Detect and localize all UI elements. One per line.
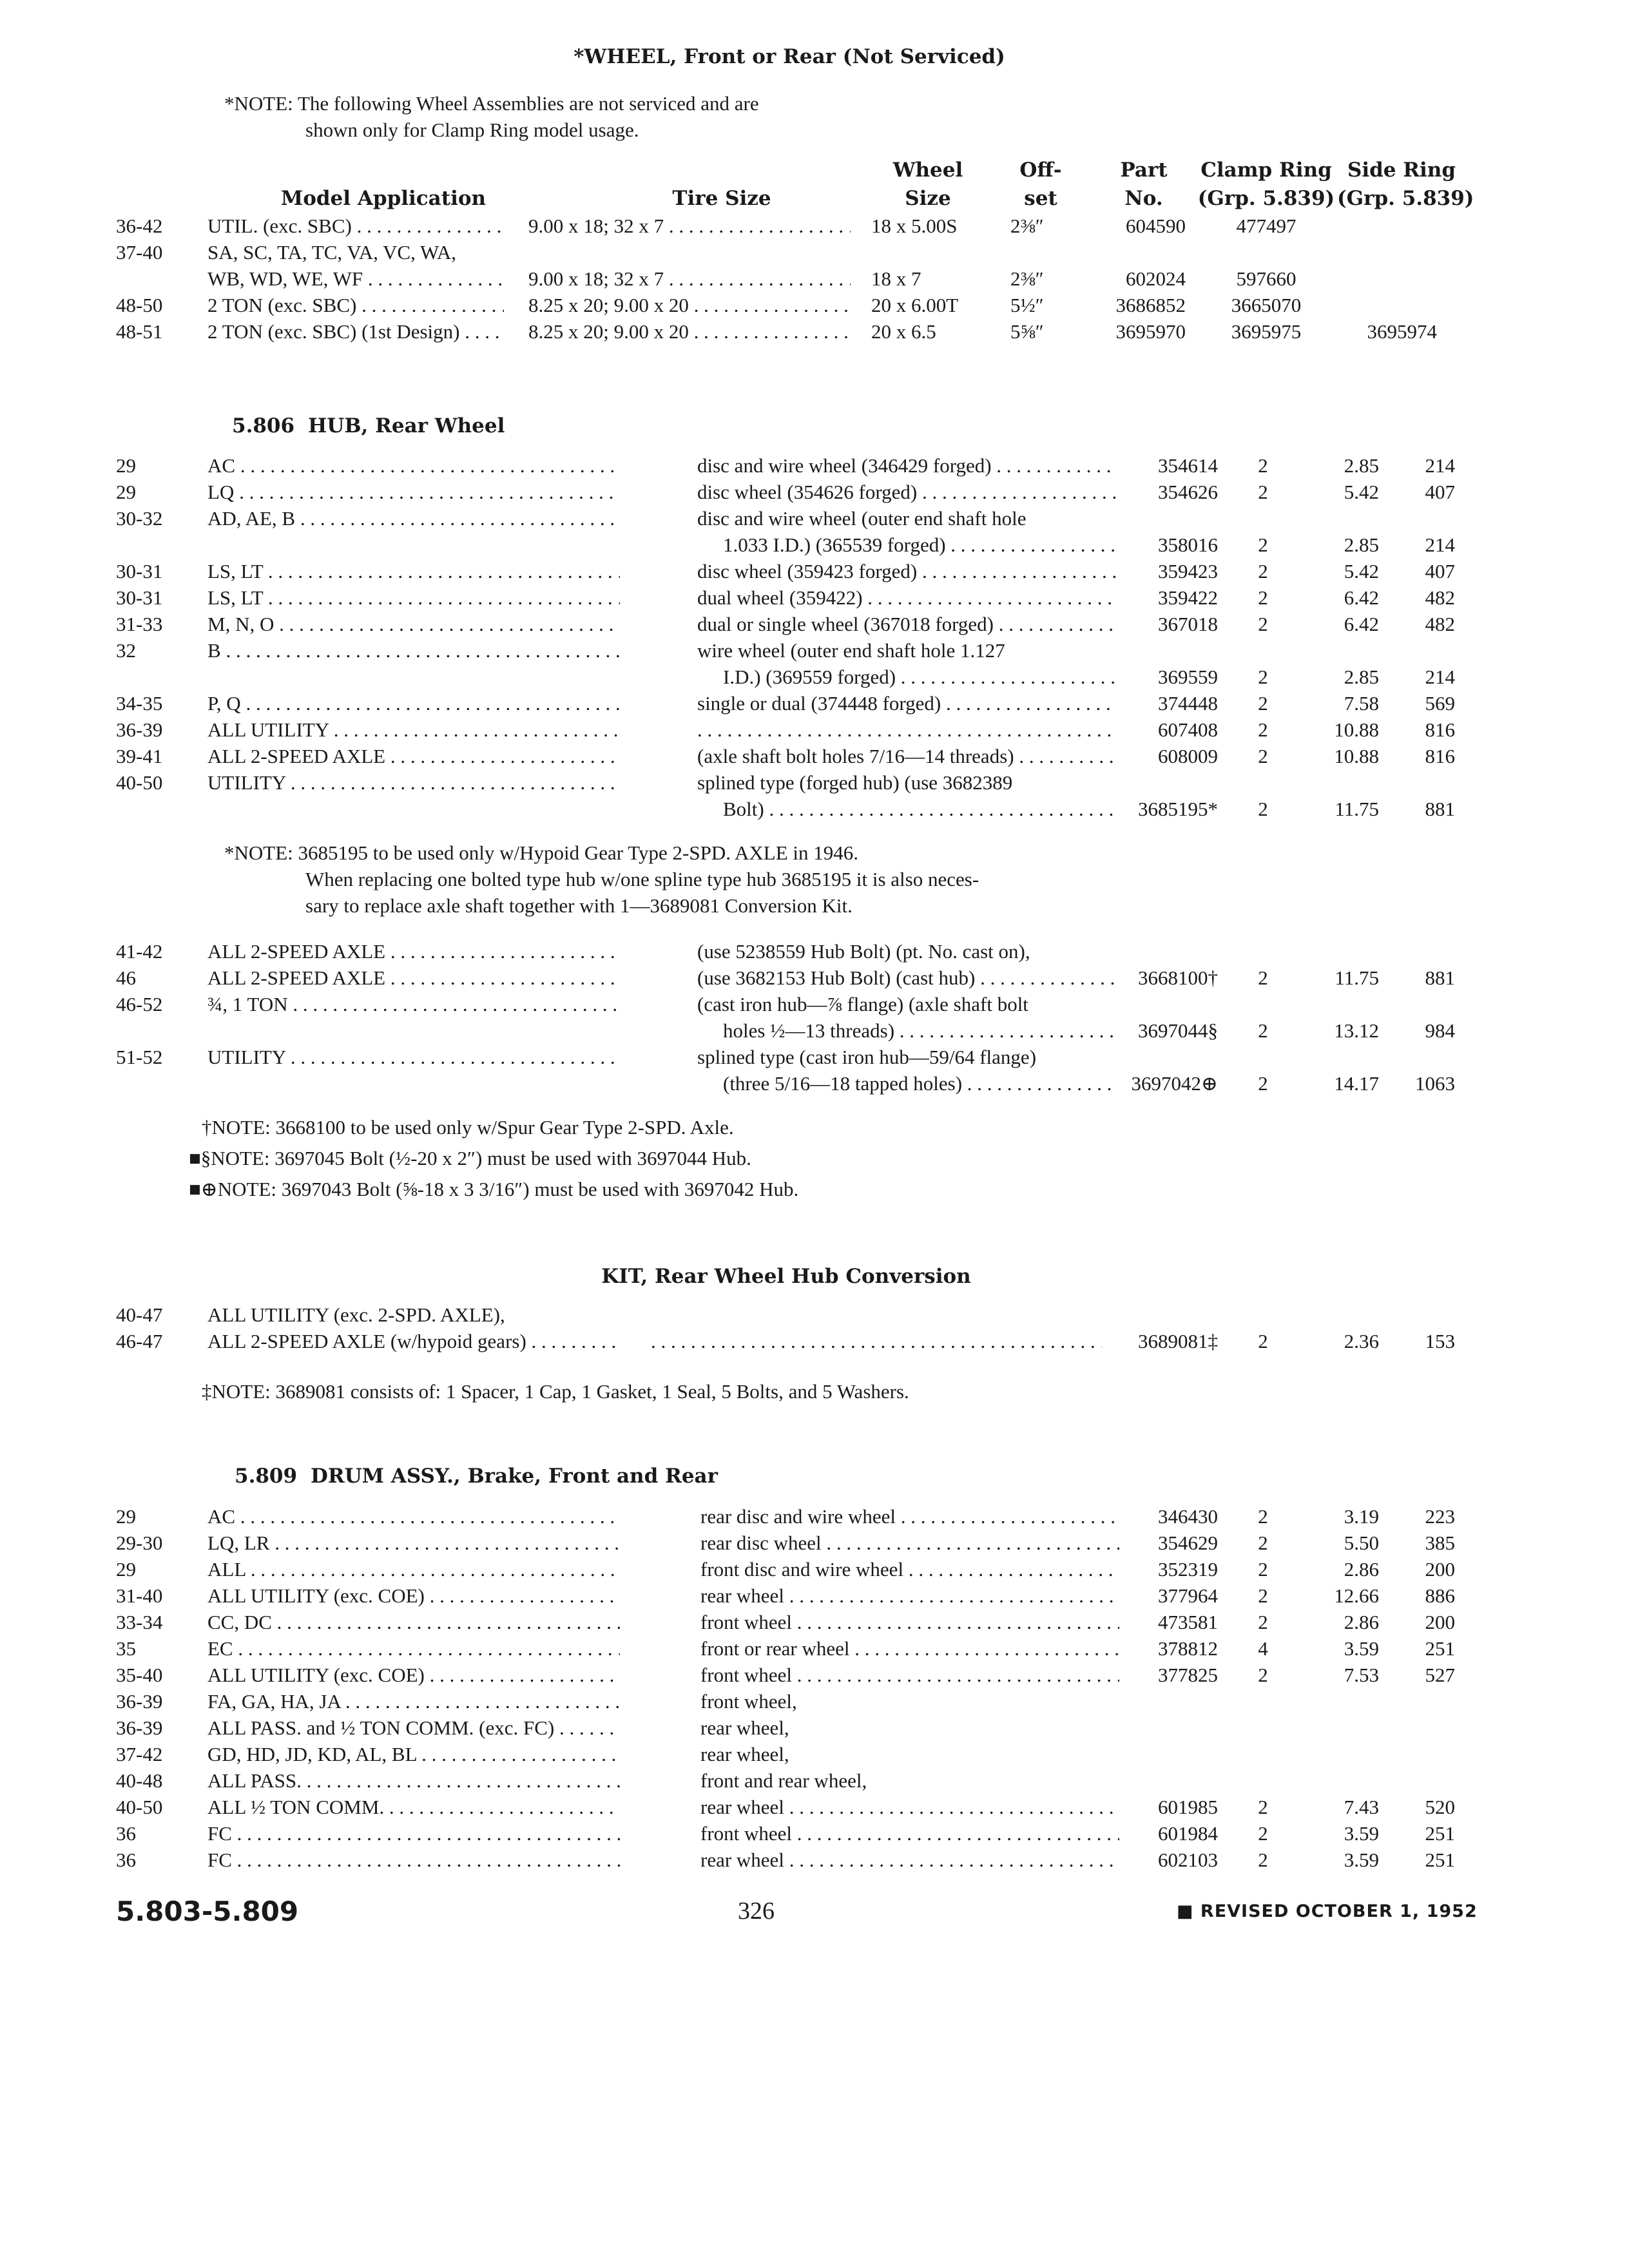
row-part-number: 602024 bbox=[1126, 267, 1186, 290]
row-description: rear wheel . . . bbox=[700, 1582, 1119, 1609]
row-description: front or rear wheel . . . bbox=[700, 1635, 1119, 1662]
row-quantity: 2 bbox=[1258, 692, 1268, 715]
row-description: rear wheel, bbox=[700, 1716, 789, 1739]
footer-page-number: 326 bbox=[738, 1898, 775, 1925]
row-model: FC . . . bbox=[207, 1847, 620, 1873]
row-quantity: 2 bbox=[1258, 1796, 1268, 1818]
row-reference: 407 bbox=[1425, 481, 1455, 503]
row-years: 36-42 bbox=[116, 215, 163, 237]
part-row bbox=[0, 1688, 1629, 1715]
part-row bbox=[0, 1820, 1629, 1847]
part-row bbox=[0, 991, 1629, 1017]
part-row bbox=[0, 1556, 1629, 1582]
row-description: front wheel, bbox=[700, 1690, 797, 1713]
row-reference: 816 bbox=[1425, 718, 1455, 741]
part-row bbox=[0, 584, 1629, 611]
row-reference: 407 bbox=[1425, 560, 1455, 582]
row-model: SA, SC, TA, TC, VA, VC, WA, bbox=[207, 241, 457, 264]
row-reference: 251 bbox=[1425, 1822, 1455, 1845]
row-description bbox=[651, 1328, 1102, 1354]
row-model: UTIL. (exc. SBC) . . . bbox=[207, 213, 504, 239]
row-quantity: 2 bbox=[1258, 533, 1268, 556]
row-weight: 11.75 bbox=[1335, 798, 1379, 820]
wheel-note-line2: shown only for Clamp Ring model usage. bbox=[305, 119, 639, 141]
part-row bbox=[0, 796, 1629, 822]
row-description: disc wheel (359423 forged) . . . bbox=[697, 558, 1116, 584]
row-description: (axle shaft bolt holes 7/16—14 threads) . . . bbox=[697, 743, 1116, 769]
hub-section-code: 5.806 bbox=[232, 414, 295, 437]
row-years: 39-41 bbox=[116, 745, 163, 767]
row-part-number: 377825 bbox=[1158, 1664, 1218, 1686]
part-row bbox=[0, 452, 1629, 479]
row-weight: 3.59 bbox=[1344, 1849, 1379, 1871]
part-row bbox=[0, 1582, 1629, 1609]
part-row bbox=[0, 1741, 1629, 1767]
row-reference: 200 bbox=[1425, 1611, 1455, 1633]
row-years: 35 bbox=[116, 1637, 136, 1660]
row-years: 30-31 bbox=[116, 586, 163, 609]
row-description: rear wheel . . . bbox=[700, 1847, 1119, 1873]
row-quantity: 2 bbox=[1258, 745, 1268, 767]
wheel-row bbox=[0, 239, 1629, 265]
row-offset: 2⅜″ bbox=[1010, 215, 1044, 237]
row-weight: 3.59 bbox=[1344, 1637, 1379, 1660]
header-part: Part bbox=[1120, 159, 1168, 182]
row-description: front wheel . . . bbox=[700, 1820, 1119, 1847]
wheel-section-title: *WHEEL, Front or Rear (Not Serviced) bbox=[574, 45, 1005, 68]
row-reference: 527 bbox=[1425, 1664, 1455, 1686]
row-part-number: 607408 bbox=[1158, 718, 1218, 741]
row-clamp-ring: 3695975 bbox=[1231, 320, 1302, 343]
row-years: 36 bbox=[116, 1822, 136, 1845]
row-reference: 153 bbox=[1425, 1330, 1455, 1352]
kit-note: ‡NOTE: 3689081 consists of: 1 Spacer, 1 Cap, 1 Gasket, 1 Seal, 5 Bolts, and 5 Washers. bbox=[202, 1380, 909, 1403]
part-row bbox=[0, 1328, 1629, 1354]
row-model: P, Q . . . bbox=[207, 690, 620, 716]
row-quantity: 4 bbox=[1258, 1637, 1268, 1660]
row-part-number: 374448 bbox=[1158, 692, 1218, 715]
row-weight: 2.85 bbox=[1344, 533, 1379, 556]
row-description: dual wheel (359422) . . . bbox=[697, 584, 1116, 611]
row-reference: 482 bbox=[1425, 613, 1455, 635]
wheel-row bbox=[0, 318, 1629, 345]
row-tire-size: 8.25 x 20; 9.00 x 20 . . . bbox=[528, 292, 851, 318]
row-quantity: 2 bbox=[1258, 1072, 1268, 1095]
row-side-ring: 3695974 bbox=[1367, 320, 1437, 343]
row-model: AC . . . bbox=[207, 452, 620, 479]
row-model: ALL UTILITY (exc. COE) . . . bbox=[207, 1662, 620, 1688]
row-quantity: 2 bbox=[1258, 1019, 1268, 1042]
row-years: 46-47 bbox=[116, 1330, 163, 1352]
row-weight: 11.75 bbox=[1335, 966, 1379, 989]
row-years: 48-50 bbox=[116, 294, 163, 316]
part-row bbox=[0, 1794, 1629, 1820]
part-row bbox=[0, 690, 1629, 716]
part-row bbox=[0, 558, 1629, 584]
row-years: 33-34 bbox=[116, 1611, 163, 1633]
row-part-number: 3668100† bbox=[1138, 966, 1218, 989]
row-description: disc and wire wheel (outer end shaft hole bbox=[697, 507, 1027, 530]
row-years: 29-30 bbox=[116, 1532, 163, 1554]
row-weight: 5.42 bbox=[1344, 560, 1379, 582]
hub-section-title: HUB, Rear Wheel bbox=[308, 414, 505, 437]
row-part-number: 3686852 bbox=[1115, 294, 1186, 316]
row-part-number: 3697042⊕ bbox=[1131, 1072, 1218, 1095]
row-description: dual or single wheel (367018 forged) . . . bbox=[697, 611, 1116, 637]
row-years: 36-39 bbox=[116, 1716, 163, 1739]
part-row bbox=[0, 743, 1629, 769]
row-part-number: 346430 bbox=[1158, 1505, 1218, 1528]
row-years: 35-40 bbox=[116, 1664, 163, 1686]
row-years: 46 bbox=[116, 966, 136, 989]
row-model: M, N, O . . . bbox=[207, 611, 620, 637]
kit-section-title: KIT, Rear Wheel Hub Conversion bbox=[601, 1265, 971, 1288]
hub-note-line2: When replacing one bolted type hub w/one spline type hub 3685195 it is also neces- bbox=[305, 868, 979, 890]
row-years: 36-39 bbox=[116, 1690, 163, 1713]
row-part-number: 369559 bbox=[1158, 666, 1218, 688]
row-reference: 520 bbox=[1425, 1796, 1455, 1818]
row-model: ALL 2-SPEED AXLE (w/hypoid gears) . . . bbox=[207, 1328, 620, 1354]
row-model: LS, LT . . . bbox=[207, 558, 620, 584]
row-quantity: 2 bbox=[1258, 613, 1268, 635]
row-description: splined type (cast iron hub—59/64 flange) bbox=[697, 1046, 1037, 1068]
row-quantity: 2 bbox=[1258, 666, 1268, 688]
row-model: FC . . . bbox=[207, 1820, 620, 1847]
header-side-group: (Grp. 5.839) bbox=[1337, 187, 1474, 210]
part-row bbox=[0, 1302, 1629, 1328]
row-model: ALL 2-SPEED AXLE . . . bbox=[207, 743, 620, 769]
wheel-row bbox=[0, 213, 1629, 239]
row-model: ALL ½ TON COMM. . . . bbox=[207, 1794, 620, 1820]
hub-note-line1: *NOTE: 3685195 to be used only w/Hypoid Gear Type 2-SPD. AXLE in 1946. bbox=[224, 841, 859, 864]
header-tire-size: Tire Size bbox=[672, 187, 771, 210]
row-weight: 7.58 bbox=[1344, 692, 1379, 715]
row-part-number: 3697044§ bbox=[1138, 1019, 1218, 1042]
part-row bbox=[0, 505, 1629, 532]
row-model: ALL PASS. . . . bbox=[207, 1767, 620, 1794]
row-description: (use 3682153 Hub Bolt) (cast hub) . . . bbox=[697, 965, 1116, 991]
part-row bbox=[0, 716, 1629, 743]
row-description: Bolt) . . . bbox=[723, 796, 1116, 822]
wheel-row bbox=[0, 265, 1629, 292]
row-weight: 10.88 bbox=[1334, 718, 1379, 741]
row-quantity: 2 bbox=[1258, 1584, 1268, 1607]
row-model: CC, DC . . . bbox=[207, 1609, 620, 1635]
row-weight: 10.88 bbox=[1334, 745, 1379, 767]
row-description: front wheel . . . bbox=[700, 1662, 1119, 1688]
row-description: (three 5/16—18 tapped holes) . . . bbox=[723, 1070, 1116, 1097]
row-reference: 816 bbox=[1425, 745, 1455, 767]
part-row bbox=[0, 532, 1629, 558]
part-row bbox=[0, 1044, 1629, 1070]
row-years: 40-47 bbox=[116, 1303, 163, 1326]
row-years: 30-32 bbox=[116, 507, 163, 530]
row-wheel-size: 20 x 6.5 bbox=[871, 320, 936, 343]
row-weight: 2.85 bbox=[1344, 666, 1379, 688]
row-quantity: 2 bbox=[1258, 481, 1268, 503]
row-wheel-size: 18 x 5.00S bbox=[871, 215, 958, 237]
row-weight: 13.12 bbox=[1334, 1019, 1379, 1042]
row-wheel-size: 20 x 6.00T bbox=[871, 294, 959, 316]
row-part-number: 3689081‡ bbox=[1138, 1330, 1218, 1352]
row-years: 40-48 bbox=[116, 1769, 163, 1792]
row-description: rear disc and wire wheel . . . bbox=[700, 1503, 1119, 1530]
row-reference: 214 bbox=[1425, 454, 1455, 477]
footer-section-range: 5.803-5.809 bbox=[116, 1896, 299, 1927]
header-clamp-group: (Grp. 5.839) bbox=[1197, 187, 1335, 210]
row-description: holes ½—13 threads) . . . bbox=[723, 1017, 1116, 1044]
row-quantity: 2 bbox=[1258, 1505, 1268, 1528]
row-reference: 200 bbox=[1425, 1558, 1455, 1581]
row-part-number: 354626 bbox=[1158, 481, 1218, 503]
row-part-number: 377964 bbox=[1158, 1584, 1218, 1607]
row-model: AD, AE, B . . . bbox=[207, 505, 620, 532]
row-part-number: 473581 bbox=[1158, 1611, 1218, 1633]
row-part-number: 354629 bbox=[1158, 1532, 1218, 1554]
row-description: disc and wire wheel (346429 forged) . . . bbox=[697, 452, 1116, 479]
row-weight: 5.50 bbox=[1344, 1532, 1379, 1554]
row-model: 2 TON (exc. SBC) . . . bbox=[207, 292, 504, 318]
row-description: rear wheel, bbox=[700, 1743, 789, 1765]
row-model: B . . . bbox=[207, 637, 620, 664]
part-row bbox=[0, 664, 1629, 690]
part-row bbox=[0, 1070, 1629, 1097]
part-row bbox=[0, 479, 1629, 505]
row-description: front wheel . . . bbox=[700, 1609, 1119, 1635]
hub-note-circleplus: ■⊕NOTE: 3697043 Bolt (⅝-18 x 3 3/16″) must be used with 3697042 Hub. bbox=[189, 1178, 799, 1200]
row-weight: 7.53 bbox=[1344, 1664, 1379, 1686]
header-offset-1: Off- bbox=[1019, 159, 1062, 182]
row-quantity: 2 bbox=[1258, 1849, 1268, 1871]
part-row bbox=[0, 1635, 1629, 1662]
row-part-number: 358016 bbox=[1158, 533, 1218, 556]
row-model: UTILITY . . . bbox=[207, 1044, 620, 1070]
row-weight: 7.43 bbox=[1344, 1796, 1379, 1818]
part-row bbox=[0, 1847, 1629, 1873]
row-weight: 14.17 bbox=[1334, 1072, 1379, 1095]
part-row bbox=[0, 1530, 1629, 1556]
row-offset: 2⅜″ bbox=[1010, 267, 1044, 290]
row-reference: 251 bbox=[1425, 1637, 1455, 1660]
row-years: 37-40 bbox=[116, 241, 163, 264]
part-row bbox=[0, 1767, 1629, 1794]
row-description: 1.033 I.D.) (365539 forged) . . . bbox=[723, 532, 1116, 558]
row-model: 2 TON (exc. SBC) (1st Design) . . . bbox=[207, 318, 504, 345]
row-weight: 2.86 bbox=[1344, 1611, 1379, 1633]
header-clamp-ring: Clamp Ring bbox=[1200, 159, 1332, 182]
header-side-ring: Side Ring bbox=[1347, 159, 1456, 182]
row-model: GD, HD, JD, KD, AL, BL . . . bbox=[207, 1741, 620, 1767]
row-years: 29 bbox=[116, 481, 136, 503]
row-years: 40-50 bbox=[116, 1796, 163, 1818]
row-years: 34-35 bbox=[116, 692, 163, 715]
row-weight: 2.85 bbox=[1344, 454, 1379, 477]
row-weight: 6.42 bbox=[1344, 586, 1379, 609]
header-size: Size bbox=[905, 187, 951, 210]
row-description bbox=[697, 716, 1116, 743]
header-wheel: Wheel bbox=[892, 159, 963, 182]
row-years: 48-51 bbox=[116, 320, 163, 343]
row-reference: 214 bbox=[1425, 533, 1455, 556]
row-model: LS, LT . . . bbox=[207, 584, 620, 611]
row-years: 29 bbox=[116, 1558, 136, 1581]
row-weight: 12.66 bbox=[1334, 1584, 1379, 1607]
header-offset-2: set bbox=[1024, 187, 1057, 210]
row-description: rear disc wheel . . . bbox=[700, 1530, 1119, 1556]
row-reference: 223 bbox=[1425, 1505, 1455, 1528]
row-quantity: 2 bbox=[1258, 1822, 1268, 1845]
row-part-number: 378812 bbox=[1158, 1637, 1218, 1660]
row-model: ¾, 1 TON . . . bbox=[207, 991, 620, 1017]
part-row bbox=[0, 938, 1629, 965]
row-years: 30-31 bbox=[116, 560, 163, 582]
part-row bbox=[0, 965, 1629, 991]
row-offset: 5½″ bbox=[1010, 294, 1044, 316]
row-part-number: 601985 bbox=[1158, 1796, 1218, 1818]
row-offset: 5⅝″ bbox=[1010, 320, 1044, 343]
part-row bbox=[0, 1503, 1629, 1530]
row-model: ALL 2-SPEED AXLE . . . bbox=[207, 938, 620, 965]
row-part-number: 352319 bbox=[1158, 1558, 1218, 1581]
part-row bbox=[0, 1715, 1629, 1741]
row-model: LQ . . . bbox=[207, 479, 620, 505]
row-years: 29 bbox=[116, 1505, 136, 1528]
row-quantity: 2 bbox=[1258, 966, 1268, 989]
row-description: (use 5238559 Hub Bolt) (pt. No. cast on), bbox=[697, 940, 1030, 963]
row-weight: 5.42 bbox=[1344, 481, 1379, 503]
row-years: 36-39 bbox=[116, 718, 163, 741]
row-reference: 1063 bbox=[1415, 1072, 1455, 1095]
row-description: wire wheel (outer end shaft hole 1.127 bbox=[697, 639, 1005, 662]
row-part-number: 3695970 bbox=[1115, 320, 1186, 343]
row-part-number: 367018 bbox=[1158, 613, 1218, 635]
row-quantity: 2 bbox=[1258, 1532, 1268, 1554]
row-quantity: 2 bbox=[1258, 454, 1268, 477]
row-wheel-size: 18 x 7 bbox=[871, 267, 921, 290]
row-weight: 2.36 bbox=[1344, 1330, 1379, 1352]
row-years: 29 bbox=[116, 454, 136, 477]
row-clamp-ring: 477497 bbox=[1236, 215, 1296, 237]
header-no: No. bbox=[1124, 187, 1163, 210]
row-weight: 3.59 bbox=[1344, 1822, 1379, 1845]
row-years: 32 bbox=[116, 639, 136, 662]
row-reference: 569 bbox=[1425, 692, 1455, 715]
row-description: I.D.) (369559 forged) . . . bbox=[723, 664, 1116, 690]
row-years: 36 bbox=[116, 1849, 136, 1871]
row-model: ALL PASS. and ½ TON COMM. (exc. FC) . . . bbox=[207, 1715, 620, 1741]
row-description: disc wheel (354626 forged) . . . bbox=[697, 479, 1116, 505]
part-row bbox=[0, 1609, 1629, 1635]
row-quantity: 2 bbox=[1258, 1558, 1268, 1581]
drum-section-title: DRUM ASSY., Brake, Front and Rear bbox=[311, 1465, 718, 1488]
part-row bbox=[0, 611, 1629, 637]
row-description: (cast iron hub—⅞ flange) (axle shaft bolt bbox=[697, 993, 1028, 1015]
row-quantity: 2 bbox=[1258, 1664, 1268, 1686]
row-years: 31-40 bbox=[116, 1584, 163, 1607]
row-quantity: 2 bbox=[1258, 560, 1268, 582]
row-description: front and rear wheel, bbox=[700, 1769, 867, 1792]
drum-section-code: 5.809 bbox=[235, 1465, 298, 1488]
wheel-note-line1: *NOTE: The following Wheel Assemblies are not serviced and are bbox=[224, 92, 759, 115]
row-reference: 251 bbox=[1425, 1849, 1455, 1871]
row-reference: 385 bbox=[1425, 1532, 1455, 1554]
row-years: 40-50 bbox=[116, 771, 163, 794]
row-model: ALL UTILITY (exc. 2-SPD. AXLE), bbox=[207, 1303, 505, 1326]
row-description: splined type (forged hub) (use 3682389 bbox=[697, 771, 1013, 794]
hub-note-dagger: †NOTE: 3668100 to be used only w/Spur Gear Type 2-SPD. Axle. bbox=[202, 1116, 734, 1139]
row-years: 46-52 bbox=[116, 993, 163, 1015]
row-quantity: 2 bbox=[1258, 798, 1268, 820]
row-model: ALL 2-SPEED AXLE . . . bbox=[207, 965, 620, 991]
hub-note-line3: sary to replace axle shaft together with 1—3689081 Conversion Kit. bbox=[305, 894, 853, 917]
row-quantity: 2 bbox=[1258, 1330, 1268, 1352]
row-description: front disc and wire wheel . . . bbox=[700, 1556, 1119, 1582]
row-weight: 3.19 bbox=[1344, 1505, 1379, 1528]
row-reference: 482 bbox=[1425, 586, 1455, 609]
row-tire-size: 8.25 x 20; 9.00 x 20 . . . bbox=[528, 318, 851, 345]
row-model: ALL UTILITY (exc. COE) . . . bbox=[207, 1582, 620, 1609]
row-tire-size: 9.00 x 18; 32 x 7 . . . bbox=[528, 265, 851, 292]
row-part-number: 608009 bbox=[1158, 745, 1218, 767]
row-model: AC . . . bbox=[207, 1503, 620, 1530]
row-quantity: 2 bbox=[1258, 586, 1268, 609]
row-part-number: 604590 bbox=[1126, 215, 1186, 237]
row-years: 31-33 bbox=[116, 613, 163, 635]
row-reference: 984 bbox=[1425, 1019, 1455, 1042]
row-clamp-ring: 3665070 bbox=[1231, 294, 1302, 316]
part-row bbox=[0, 1017, 1629, 1044]
row-quantity: 2 bbox=[1258, 718, 1268, 741]
row-weight: 2.86 bbox=[1344, 1558, 1379, 1581]
row-years: 41-42 bbox=[116, 940, 163, 963]
row-reference: 881 bbox=[1425, 966, 1455, 989]
row-years: 51-52 bbox=[116, 1046, 163, 1068]
row-model: ALL . . . bbox=[207, 1556, 620, 1582]
row-description: rear wheel . . . bbox=[700, 1794, 1119, 1820]
row-clamp-ring: 597660 bbox=[1236, 267, 1296, 290]
row-part-number: 602103 bbox=[1158, 1849, 1218, 1871]
row-part-number: 359423 bbox=[1158, 560, 1218, 582]
row-model: ALL UTILITY . . . bbox=[207, 716, 620, 743]
row-quantity: 2 bbox=[1258, 1611, 1268, 1633]
wheel-row bbox=[0, 292, 1629, 318]
row-part-number: 359422 bbox=[1158, 586, 1218, 609]
footer-revised-date: ■ REVISED OCTOBER 1, 1952 bbox=[1177, 1901, 1478, 1921]
row-reference: 886 bbox=[1425, 1584, 1455, 1607]
row-part-number: 3685195* bbox=[1138, 798, 1218, 820]
header-model-application: Model Application bbox=[280, 187, 487, 210]
row-years: 37-42 bbox=[116, 1743, 163, 1765]
row-part-number: 354614 bbox=[1158, 454, 1218, 477]
part-row bbox=[0, 1662, 1629, 1688]
row-model: FA, GA, HA, JA . . . bbox=[207, 1688, 620, 1715]
row-model: LQ, LR . . . bbox=[207, 1530, 620, 1556]
part-row bbox=[0, 769, 1629, 796]
row-description: single or dual (374448 forged) . . . bbox=[697, 690, 1116, 716]
row-model: EC . . . bbox=[207, 1635, 620, 1662]
hub-note-section: ■§NOTE: 3697045 Bolt (½-20 x 2″) must be used with 3697044 Hub. bbox=[189, 1147, 751, 1169]
row-weight: 6.42 bbox=[1344, 613, 1379, 635]
row-model: UTILITY . . . bbox=[207, 769, 620, 796]
row-reference: 214 bbox=[1425, 666, 1455, 688]
part-row bbox=[0, 637, 1629, 664]
row-model: WB, WD, WE, WF . . . bbox=[207, 265, 504, 292]
row-part-number: 601984 bbox=[1158, 1822, 1218, 1845]
row-tire-size: 9.00 x 18; 32 x 7 . . . bbox=[528, 213, 851, 239]
row-reference: 881 bbox=[1425, 798, 1455, 820]
